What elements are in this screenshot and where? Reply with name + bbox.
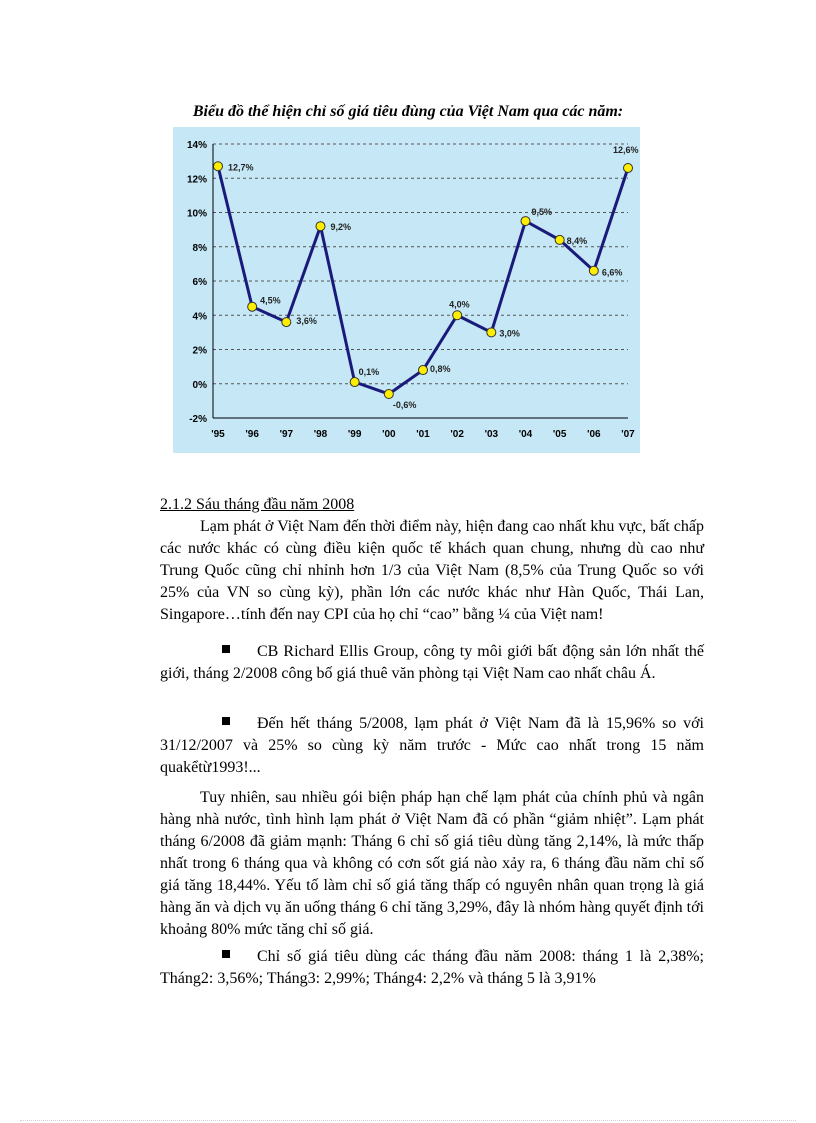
data-point — [316, 222, 325, 231]
data-label: 3,6% — [296, 316, 317, 327]
x-tick-label: '06 — [587, 429, 601, 440]
x-tick-label: '97 — [279, 429, 294, 440]
y-tick-label: 6% — [192, 277, 207, 288]
data-label: 3,0% — [499, 328, 520, 339]
y-tick-label: 8% — [192, 242, 207, 254]
y-tick-label: 4% — [192, 311, 207, 323]
data-label: 9,2% — [330, 222, 352, 233]
x-tick-label: '02 — [450, 429, 464, 440]
chart-title: Biểu đồ thể hiện chỉ số giá tiêu đùng của Việt Nam qua các năm: — [192, 103, 624, 120]
x-tick-label: '01 — [416, 429, 430, 440]
y-tick-label: -2% — [189, 414, 207, 425]
data-label: 8,4% — [566, 235, 588, 246]
bullet-item-2 — [160, 713, 704, 779]
bullet-3-text: Chỉ số giá tiêu dùng các tháng đầu năm 2008: tháng 1 là 2,38%; Tháng2: 3,56%; Tháng3: 2,99%; Tháng4: 2,2% và tháng 5 là 3,91% — [160, 948, 704, 987]
x-tick-label: '99 — [347, 429, 362, 440]
x-tick-label: '04 — [518, 429, 533, 440]
y-tick-label: 0% — [192, 379, 207, 391]
data-point — [248, 302, 257, 311]
section-heading: 2.1.2 Sáu tháng đầu năm 2008 — [160, 496, 355, 513]
data-point — [555, 235, 564, 244]
x-tick-label: '98 — [313, 429, 328, 440]
paragraph-2: Tuy nhiên, sau nhiều gói biện pháp hạn chế lạm phát của chính phủ và ngân hàng nhà nước, tình hình lạm phát ở Việt Nam đã có phần “giảm nhiệt”. Lạm phát tháng 6/2008 đã giảm mạnh: Tháng 6 chỉ số giá tiêu dùng tăng 2,14%, là mức thấp nhất trong 6 tháng qua và không có cơn sốt giá nào xảy ra, 6 tháng đầu năm chỉ số giá tăng 18,44%. Yếu tố làm chỉ số giá tăng thấp có nguyên nhân quan trọng là giá hàng ăn và dịch vụ ăn uống tháng 6 chỉ tăng 3,29%, đây là nhóm hàng quyết định tới khoảng 80% mức tăng chỉ số giá. — [160, 789, 704, 938]
data-label: 4,0% — [449, 299, 470, 310]
x-tick-label: '00 — [382, 429, 396, 440]
x-tick-label: '03 — [484, 429, 499, 440]
data-point — [214, 162, 223, 171]
data-point — [384, 390, 393, 399]
square-bullet-icon — [222, 717, 230, 725]
y-tick-label: 12% — [186, 174, 207, 186]
data-label: 0,1% — [358, 367, 380, 378]
data-point — [350, 378, 359, 387]
data-label: 4,5% — [260, 295, 281, 306]
x-tick-label: '95 — [211, 429, 225, 440]
data-label: 0,8% — [430, 364, 451, 375]
data-point — [624, 163, 633, 172]
bullet-1-text: CB Richard Ellis Group, công ty môi giới bất động sản lớn nhất thế giới, tháng 2/2008 công bố giá thuê văn phòng tại Việt Nam cao nhất châu Á. — [160, 643, 704, 682]
bullet-2-text: Đến hết tháng 5/2008, lạm phát ở Việt Nam đã là 15,96% so với 31/12/2007 và 25% so cùng kỳ năm trước - Mức cao nhất trong 15 năm quakểtừ1993!... — [160, 715, 704, 776]
square-bullet-icon — [222, 645, 230, 653]
data-point — [453, 311, 462, 320]
page-bottom-rule — [20, 1120, 796, 1121]
y-tick-label: 14% — [186, 140, 207, 151]
data-label: -0,6% — [392, 400, 417, 411]
data-point — [487, 328, 496, 337]
data-label: 12,6% — [613, 144, 639, 155]
cpi-series-line — [218, 166, 628, 394]
data-point — [419, 366, 428, 375]
bullet-item-3 — [160, 946, 704, 990]
bullet-item-1 — [160, 641, 704, 685]
paragraph-1: Lạm phát ở Việt Nam đến thời điểm này, hiện đang cao nhất khu vực, bất chấp các nước khác có cùng điều kiện quốc tế khách quan chung, nhưng dù cao như Trung Quốc cũng chỉ nhỉnh hơn 1/3 của Việt Nam (8,5% của Trung Quốc so với 25% của VN so cùng kỳ), phần lớn các nước khác như Hàn Quốc, Thái Lan, Singapore…tính đến nay CPI của họ chỉ “cao” bằng ¼ của Việt nam! — [160, 518, 704, 623]
y-tick-label: 2% — [192, 345, 207, 357]
data-point — [521, 217, 530, 226]
data-point — [589, 266, 598, 275]
data-label: 9,5% — [531, 207, 553, 218]
x-tick-label: '05 — [552, 429, 567, 440]
x-tick-label: '07 — [621, 429, 635, 440]
x-tick-label: '96 — [245, 429, 259, 440]
data-label: 6,6% — [601, 267, 623, 278]
chart-svg — [173, 127, 640, 453]
data-label: 12,7% — [228, 162, 254, 173]
cpi-line-chart — [173, 127, 640, 453]
data-point — [282, 318, 291, 327]
y-tick-label: 10% — [186, 208, 207, 220]
square-bullet-icon — [222, 950, 230, 958]
